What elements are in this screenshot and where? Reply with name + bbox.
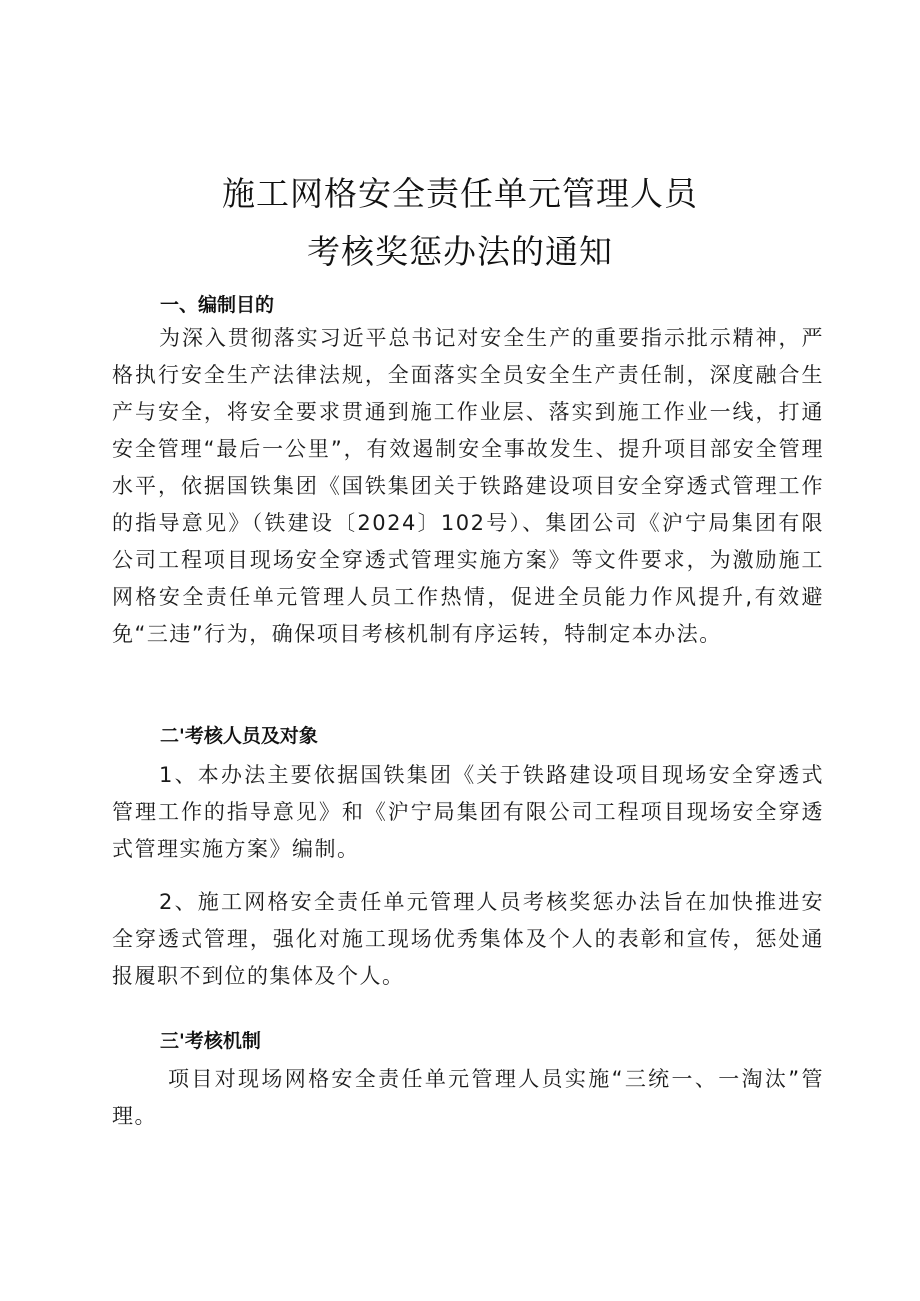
document-title-line-1: 施工网格安全责任单元管理人员: [222, 174, 698, 213]
section-heading-assessment-targets: 二'考核人员及对象: [160, 725, 318, 747]
section-heading-purpose: 一、编制目的: [160, 294, 275, 316]
section-heading-assessment-mechanism: 三'考核机制: [160, 1030, 261, 1052]
paragraph-assessment-mechanism: 项目对现场网格安全责任单元管理人员实施“三统一、一淘汰”管理。: [112, 1067, 824, 1128]
paragraph-purpose: 为深入贯彻落实习近平总书记对安全生产的重要指示批示精神，严格执行安全生产法律法规，全面落实全员安全生产责任制，深度融合生产与安全，将安全要求贯通到施工作业层、落实到施工作业一线，打通安全管理“最后一公里”，有效遏制安全事故发生、提升项目部安全管理水平，依据国铁集团《国铁集团关于铁路建设项目安全穿透式管理工作的指导意见》（铁建设〔2024〕102号）、集团公司《沪宁局集团有限公司工程项目现场安全穿透式管理实施方案》等文件要求，为激励施工网格安全责任单元管理人员工作热情，促进全员能力作风提升,有效避免“三违”行为，确保项目考核机制有序运转，特制定本办法。: [112, 326, 824, 646]
paragraph-assessment-aim: 2、施工网格安全责任单元管理人员考核奖惩办法旨在加快推进安全穿透式管理，强化对施工现场优秀集体及个人的表彰和宣传，惩处通报履职不到位的集体及个人。: [112, 890, 824, 988]
paragraph-assessment-basis: 1、本办法主要依据国铁集团《关于铁路建设项目现场安全穿透式管理工作的指导意见》和《沪宁局集团有限公司工程项目现场安全穿透式管理实施方案》编制。: [112, 763, 824, 861]
document-title-line-2: 考核奖惩办法的通知: [307, 232, 613, 271]
